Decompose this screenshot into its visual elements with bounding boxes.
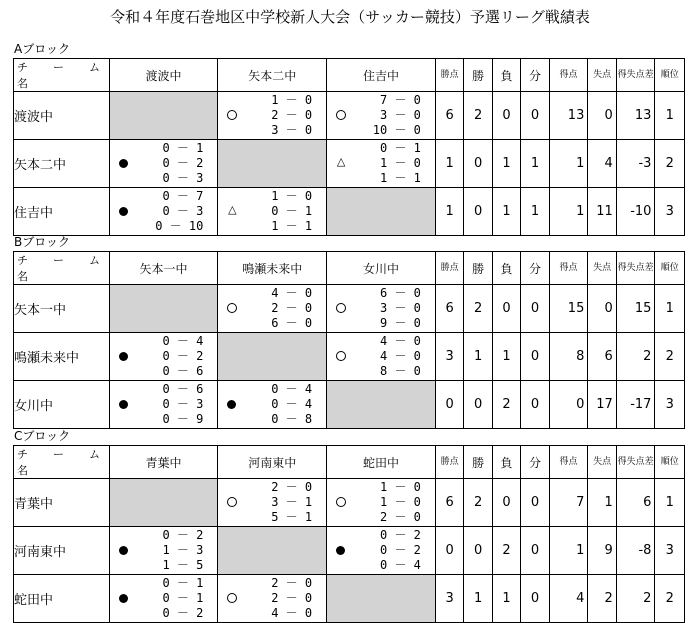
- score-line: 4 － 0: [380, 334, 421, 348]
- match-scores: [271, 576, 312, 621]
- self-match-cell: [327, 188, 436, 236]
- self-match-cell: [109, 285, 218, 333]
- rank-header: 順位: [655, 446, 685, 479]
- goal-diff-value: 15: [616, 285, 655, 333]
- losses-value: 1: [492, 333, 520, 381]
- wins-header: 勝: [464, 59, 492, 92]
- match-result-cell: [327, 92, 436, 140]
- goals-for-value: 7: [549, 479, 588, 527]
- match-result-cell: [218, 285, 327, 333]
- goals-for-value: 4: [549, 575, 588, 623]
- loss-mark-icon: [336, 546, 345, 555]
- rank-value: 1: [655, 92, 685, 140]
- score-line: 9 － 0: [380, 316, 421, 330]
- score-line: 0 － 3: [162, 397, 204, 411]
- goals-against-value: 9: [588, 527, 616, 575]
- match-result-cell: [109, 527, 218, 575]
- win-mark-icon: [336, 303, 346, 313]
- match-result-cell: [218, 381, 327, 429]
- losses-value: 1: [492, 575, 520, 623]
- draws-value: 1: [521, 188, 549, 236]
- goal-diff-value: 13: [616, 92, 655, 140]
- rank-value: 1: [655, 479, 685, 527]
- score-line: 1 － 0: [271, 189, 313, 203]
- draws-value: 0: [521, 92, 549, 140]
- goal-diff-value: 2: [616, 575, 655, 623]
- score-line: 2 － 0: [271, 301, 313, 315]
- loss-mark-icon: [119, 352, 128, 361]
- win-points-value: 6: [435, 285, 463, 333]
- opponent-header: 矢本二中: [218, 59, 327, 92]
- match-scores: [271, 480, 312, 525]
- score-line: 1 － 3: [162, 543, 204, 557]
- team-name: 矢本二中: [14, 140, 110, 188]
- score-line: 1 － 5: [162, 558, 204, 572]
- match-scores: [162, 141, 203, 186]
- draws-value: 1: [521, 140, 549, 188]
- score-line: 1 － 1: [271, 219, 313, 233]
- league-table: [13, 58, 685, 236]
- score-line: 0 － 3: [162, 204, 204, 218]
- losses-value: 0: [492, 92, 520, 140]
- losses-header: 負: [492, 59, 520, 92]
- wins-value: 1: [464, 333, 492, 381]
- win-points-value: 3: [435, 333, 463, 381]
- draws-header: 分: [521, 446, 549, 479]
- wins-value: 2: [464, 479, 492, 527]
- goals-against-value: 17: [588, 381, 616, 429]
- team-name-header: チ ー ム 名: [14, 59, 110, 92]
- match-scores: [380, 528, 421, 573]
- goals-for-header: 得点: [549, 252, 588, 285]
- wins-value: 2: [464, 285, 492, 333]
- opponent-header: 女川中: [327, 252, 436, 285]
- score-line: 3 － 0: [380, 108, 421, 122]
- match-scores: [271, 93, 312, 138]
- table-row: [14, 527, 685, 575]
- match-result-cell: [218, 92, 327, 140]
- goals-for-value: 13: [549, 92, 588, 140]
- table-row: [14, 575, 685, 623]
- losses-value: 0: [492, 285, 520, 333]
- goals-for-header: 得点: [549, 446, 588, 479]
- goals-for-value: 15: [549, 285, 588, 333]
- loss-mark-icon: [227, 400, 236, 409]
- score-line: 0 － 10: [155, 219, 204, 233]
- match-result-cell: [109, 381, 218, 429]
- score-line: 0 － 3: [162, 171, 204, 185]
- table-row: [14, 140, 685, 188]
- loss-mark-icon: [119, 207, 128, 216]
- opponent-header: 鳴瀬未来中: [218, 252, 327, 285]
- goals-against-value: 4: [588, 140, 616, 188]
- match-scores: [162, 528, 203, 573]
- score-line: 2 － 0: [380, 510, 421, 524]
- match-result-cell: [109, 333, 218, 381]
- header-row: [14, 252, 685, 285]
- score-line: 0 － 2: [162, 156, 204, 170]
- goal-diff-header: 得失点差: [616, 59, 655, 92]
- table-row: [14, 285, 685, 333]
- wins-value: 1: [464, 575, 492, 623]
- losses-header: 負: [492, 446, 520, 479]
- win-points-header: 勝点: [435, 446, 463, 479]
- wins-value: 0: [464, 188, 492, 236]
- self-match-cell: [218, 333, 327, 381]
- team-name-header: チ ー ム 名: [14, 252, 110, 285]
- team-name: 渡波中: [14, 92, 110, 140]
- wins-value: 2: [464, 92, 492, 140]
- table-row: [14, 188, 685, 236]
- draws-header: 分: [521, 59, 549, 92]
- opponent-header: 河南東中: [218, 446, 327, 479]
- opponent-header: 青葉中: [109, 446, 218, 479]
- win-points-value: 6: [435, 479, 463, 527]
- goals-against-value: 0: [588, 92, 616, 140]
- score-line: 2 － 0: [271, 480, 313, 494]
- draws-value: 0: [521, 527, 549, 575]
- loss-mark-icon: [119, 594, 128, 603]
- goal-diff-value: -10: [616, 188, 655, 236]
- score-line: 1 － 1: [380, 171, 421, 185]
- score-line: 1 － 0: [380, 480, 421, 494]
- draws-value: 0: [521, 479, 549, 527]
- win-points-value: 1: [435, 188, 463, 236]
- rank-value: 3: [655, 188, 685, 236]
- score-line: 1 － 0: [380, 495, 421, 509]
- rank-value: 2: [655, 333, 685, 381]
- match-scores: [155, 189, 203, 234]
- score-line: 0 － 6: [162, 364, 204, 378]
- draws-value: 0: [521, 285, 549, 333]
- win-mark-icon: [227, 110, 237, 120]
- score-line: 7 － 0: [380, 93, 421, 107]
- self-match-cell: [327, 575, 436, 623]
- score-line: 4 － 0: [271, 286, 313, 300]
- score-line: 0 － 2: [380, 528, 421, 542]
- draws-value: 0: [521, 333, 549, 381]
- goals-against-header: 失点: [588, 252, 616, 285]
- score-line: 0 － 1: [380, 141, 421, 155]
- table-row: [14, 479, 685, 527]
- score-line: 6 － 0: [380, 286, 421, 300]
- goal-diff-value: 2: [616, 333, 655, 381]
- team-name: 矢本一中: [14, 285, 110, 333]
- score-line: 1 － 0: [271, 93, 313, 107]
- score-line: 0 － 4: [271, 397, 313, 411]
- goals-for-value: 1: [549, 527, 588, 575]
- win-points-value: 0: [435, 527, 463, 575]
- goals-against-value: 6: [588, 333, 616, 381]
- goals-against-value: 11: [588, 188, 616, 236]
- losses-value: 2: [492, 527, 520, 575]
- goals-for-value: 1: [549, 188, 588, 236]
- match-result-cell: [218, 479, 327, 527]
- score-line: 0 － 1: [162, 141, 204, 155]
- losses-value: 1: [492, 188, 520, 236]
- win-mark-icon: [227, 593, 237, 603]
- match-result-cell: [327, 140, 436, 188]
- score-line: 3 － 1: [271, 495, 313, 509]
- goal-diff-value: -8: [616, 527, 655, 575]
- league-table: [13, 445, 685, 623]
- match-result-cell: [109, 188, 218, 236]
- match-result-cell: [327, 333, 436, 381]
- match-scores: [373, 93, 421, 138]
- header-row: [14, 446, 685, 479]
- score-line: 0 － 6: [162, 382, 204, 396]
- goals-against-header: 失点: [588, 446, 616, 479]
- score-line: 2 － 0: [271, 576, 313, 590]
- opponent-header: 矢本一中: [109, 252, 218, 285]
- team-name: 河南東中: [14, 527, 110, 575]
- win-mark-icon: [227, 497, 237, 507]
- score-line: 0 － 8: [271, 412, 313, 426]
- opponent-header: 渡波中: [109, 59, 218, 92]
- table-row: [14, 333, 685, 381]
- goals-for-header: 得点: [549, 59, 588, 92]
- score-line: 0 － 9: [162, 412, 204, 426]
- wins-value: 0: [464, 140, 492, 188]
- block-label: Aブロック: [14, 42, 70, 56]
- goals-for-value: 0: [549, 381, 588, 429]
- team-name: 女川中: [14, 381, 110, 429]
- team-name: 住吉中: [14, 188, 110, 236]
- rank-value: 2: [655, 140, 685, 188]
- score-line: 0 － 2: [380, 543, 421, 557]
- match-scores: [162, 334, 203, 379]
- goals-against-value: 1: [588, 479, 616, 527]
- opponent-header: 蛇田中: [327, 446, 436, 479]
- win-points-value: 3: [435, 575, 463, 623]
- match-scores: [380, 286, 421, 331]
- match-result-cell: [109, 140, 218, 188]
- match-result-cell: [218, 188, 327, 236]
- score-line: 0 － 2: [162, 606, 204, 620]
- score-line: 3 － 0: [380, 301, 421, 315]
- self-match-cell: [327, 381, 436, 429]
- goal-diff-value: -17: [616, 381, 655, 429]
- self-match-cell: [218, 140, 327, 188]
- match-result-cell: [109, 575, 218, 623]
- win-points-value: 1: [435, 140, 463, 188]
- win-mark-icon: [336, 110, 346, 120]
- score-line: 0 － 2: [162, 349, 204, 363]
- match-scores: [271, 189, 312, 234]
- header-row: [14, 59, 685, 92]
- team-name-header: チ ー ム 名: [14, 446, 110, 479]
- loss-mark-icon: [119, 400, 128, 409]
- score-line: 2 － 0: [271, 108, 313, 122]
- self-match-cell: [109, 479, 218, 527]
- score-line: 8 － 0: [380, 364, 421, 378]
- goal-diff-value: 6: [616, 479, 655, 527]
- goals-against-header: 失点: [588, 59, 616, 92]
- rank-value: 2: [655, 575, 685, 623]
- win-mark-icon: [336, 351, 346, 361]
- score-line: 0 － 2: [162, 528, 204, 542]
- loss-mark-icon: [119, 159, 128, 168]
- opponent-header: 住吉中: [327, 59, 436, 92]
- match-result-cell: [327, 527, 436, 575]
- score-line: 0 － 7: [162, 189, 204, 203]
- score-line: 1 － 0: [380, 156, 421, 170]
- score-line: 3 － 0: [271, 123, 313, 137]
- match-scores: [162, 382, 203, 427]
- score-line: 5 － 1: [271, 510, 313, 524]
- wins-header: 勝: [464, 252, 492, 285]
- match-scores: [271, 382, 312, 427]
- rank-value: 3: [655, 381, 685, 429]
- loss-mark-icon: [119, 546, 128, 555]
- self-match-cell: [109, 92, 218, 140]
- score-line: 0 － 1: [162, 591, 204, 605]
- score-line: 4 － 0: [271, 606, 313, 620]
- match-scores: [380, 480, 421, 525]
- win-points-value: 0: [435, 381, 463, 429]
- match-result-cell: [327, 285, 436, 333]
- table-row: [14, 381, 685, 429]
- league-table: [13, 251, 685, 429]
- goal-diff-header: 得失点差: [616, 252, 655, 285]
- losses-value: 2: [492, 381, 520, 429]
- score-line: 4 － 0: [380, 349, 421, 363]
- win-points-header: 勝点: [435, 59, 463, 92]
- goals-against-value: 2: [588, 575, 616, 623]
- score-line: 6 － 0: [271, 316, 313, 330]
- team-name: 青葉中: [14, 479, 110, 527]
- team-name: 蛇田中: [14, 575, 110, 623]
- team-name: 鳴瀬未来中: [14, 333, 110, 381]
- draw-mark-icon: △: [336, 155, 346, 168]
- score-line: 0 － 1: [162, 576, 204, 590]
- match-scores: [162, 576, 203, 621]
- goal-diff-header: 得失点差: [616, 446, 655, 479]
- match-scores: [380, 334, 421, 379]
- wins-value: 0: [464, 527, 492, 575]
- match-scores: [271, 286, 312, 331]
- rank-value: 1: [655, 285, 685, 333]
- page-title: 令和４年度石巻地区中学校新人大会（サッカー競技）予選リーグ戦績表: [110, 8, 590, 26]
- score-line: 0 － 4: [380, 558, 421, 572]
- wins-value: 0: [464, 381, 492, 429]
- rank-header: 順位: [655, 59, 685, 92]
- match-scores: [380, 141, 421, 186]
- block-label: Bブロック: [14, 235, 70, 249]
- win-points-header: 勝点: [435, 252, 463, 285]
- win-mark-icon: [227, 303, 237, 313]
- goals-for-value: 1: [549, 140, 588, 188]
- block-label: Cブロック: [14, 429, 71, 443]
- losses-header: 負: [492, 252, 520, 285]
- rank-value: 3: [655, 527, 685, 575]
- score-line: 10 － 0: [372, 123, 421, 137]
- self-match-cell: [218, 527, 327, 575]
- losses-value: 0: [492, 479, 520, 527]
- win-points-value: 6: [435, 92, 463, 140]
- score-line: 2 － 0: [271, 591, 313, 605]
- match-result-cell: [327, 479, 436, 527]
- draw-mark-icon: △: [228, 203, 237, 216]
- draws-value: 0: [521, 381, 549, 429]
- losses-value: 1: [492, 140, 520, 188]
- table-row: [14, 92, 685, 140]
- wins-header: 勝: [464, 446, 492, 479]
- goal-diff-value: -3: [616, 140, 655, 188]
- goals-for-value: 8: [549, 333, 588, 381]
- win-mark-icon: [336, 497, 346, 507]
- score-line: 0 － 4: [162, 334, 204, 348]
- score-line: 0 － 1: [271, 204, 313, 218]
- goals-against-value: 0: [588, 285, 616, 333]
- score-line: 0 － 4: [271, 382, 313, 396]
- match-result-cell: [218, 575, 327, 623]
- rank-header: 順位: [655, 252, 685, 285]
- draws-value: 0: [521, 575, 549, 623]
- draws-header: 分: [521, 252, 549, 285]
